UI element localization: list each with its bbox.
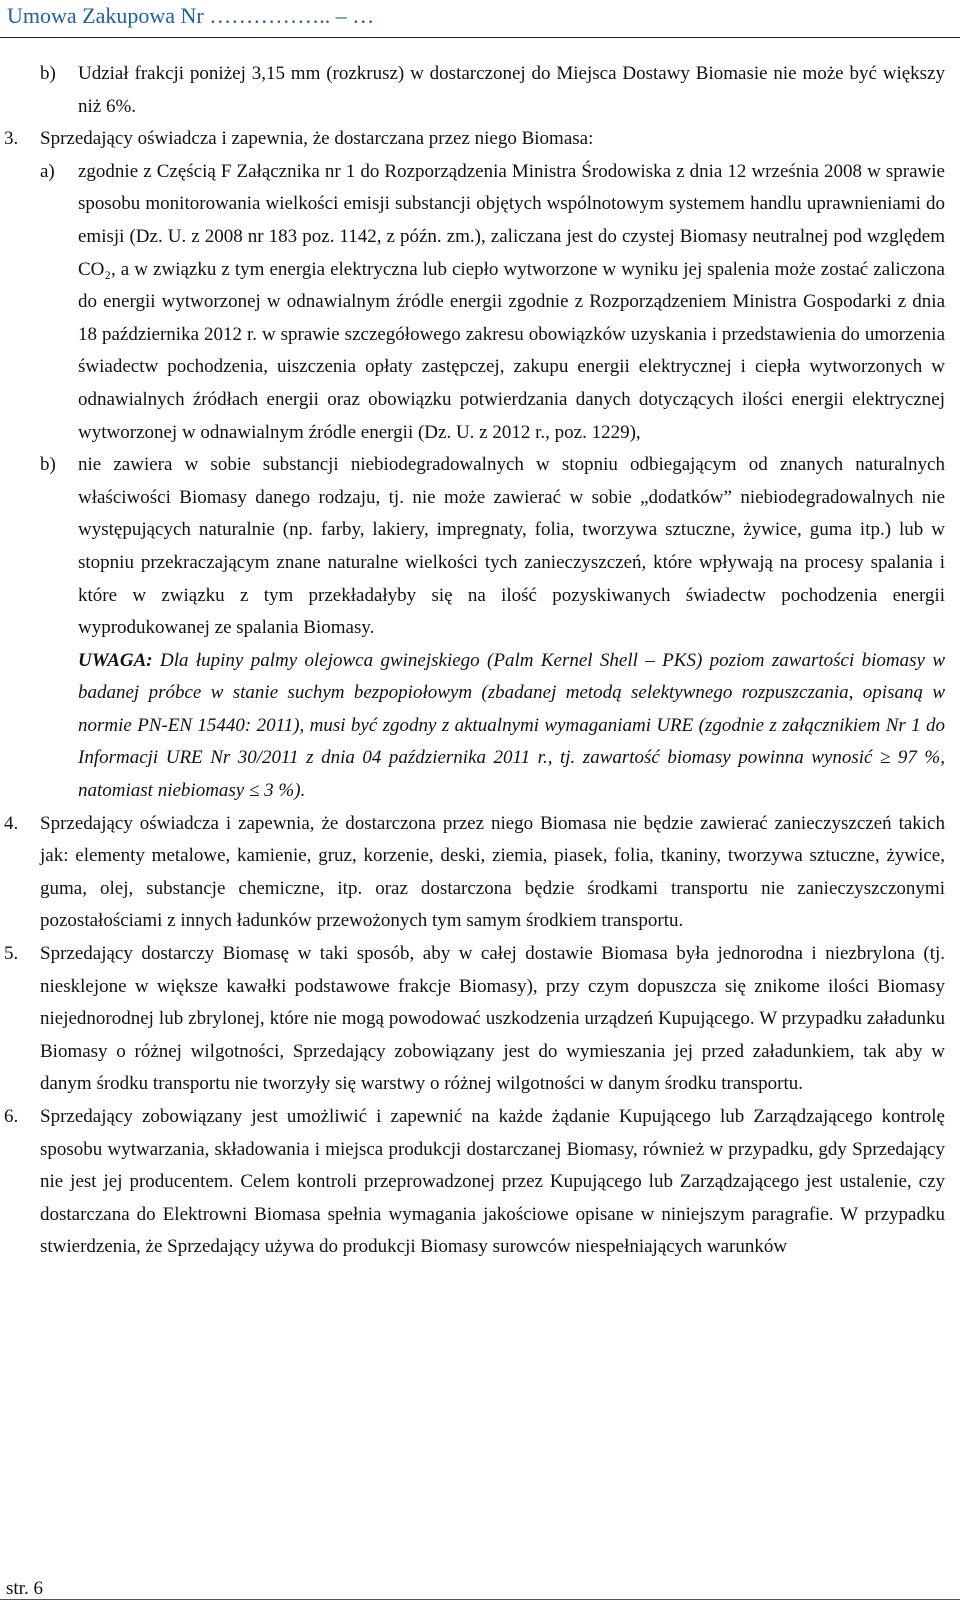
list-item bbox=[0, 58, 945, 123]
list-item-text: Sprzedający zobowiązany jest umożliwić i zapewnić na każde żądanie Kupującego lub Zarządzającego kontrolę sposobu wytwarzania, składowania i miejsca produkcji dostarczanej Biomasy, również w przypadku, gdy Sprzedający nie jest jej producentem. Celem kontroli przeprowadzonej przez Kupującego lub Zarządzającego jest ustalenie, czy dostarczana do Elektrowni Biomasa spełnia wymagania jakościowe opisane w niniejszym paragrafie. W przypadku stwierdzenia, że Sprzedający używa do produkcji Biomasy surowców niespełniających warunków bbox=[40, 1106, 945, 1258]
list-item-text: Sprzedający oświadcza i zapewnia, że dostarczona przez niego Biomasa nie będzie zawierać zanieczyszczeń takich jak: elementy metalowe, kamienie, gruz, korzenie, deski, ziemia, piasek, folia, tkaniny, tworzywa sztuczne, żywice, guma, olej, substancje chemiczne, itp. oraz dostarczona będzie środkami transportu nie zanieczyszczonymi pozostałościami z innych ładunków przewożonych tym samym środkiem transportu. bbox=[40, 812, 945, 932]
list-item bbox=[0, 938, 945, 1101]
list-marker: 6. bbox=[4, 1106, 19, 1127]
footer-divider bbox=[0, 1599, 960, 1600]
note-body: Dla łupiny palmy olejowca gwinejskiego (Palm Kernel Shell – PKS) poziom zawartości biomasy w badanej próbce w stanie suchym bezpopiołowym (zbadanej metodą selektywnego rozpuszczania, opisaną w normie PN-EN 15440: 2011), musi być zgodny z aktualnymi wymaganiami URE (zgodnie z załącznikiem Nr 1 do Informacji URE Nr 30/2011 z dnia 04 października 2011 r., tj. zawartość biomasy powinna wynosić ≥ 97 %, natomiast niebiomasy ≤ 3 %). bbox=[78, 649, 945, 802]
list-marker: b) bbox=[40, 63, 56, 84]
list-item bbox=[0, 1101, 945, 1264]
note-label: UWAGA: bbox=[78, 649, 153, 671]
page-number: str. 6 bbox=[6, 1578, 43, 1599]
document-header-title: Umowa Zakupowa Nr …………….. – … bbox=[7, 3, 375, 28]
list-item bbox=[0, 123, 945, 156]
list-item-text: zgodnie z Częścią F Załącznika nr 1 do Rozporządzenia Ministra Środowiska z dnia 12 września 2008 w sprawie sposobu monitorowania wielkości emisji substancji objętych wspólnotowym systemem handlu uprawnieniami do emisji (Dz. U. z 2008 nr 183 poz. 1142, z późn. zm.), zaliczana jest do czystej Biomasy neutralnej pod względem CO₂, a w związku z tym energia elektryczna lub ciepło wytworzone w wyniku jej spalenia może zostać zaliczona do energii wytworzonej w odnawialnym źródle energii zgodnie z Rozporządzeniem Ministra Gospodarki z dnia 18 października 2012 r. w sprawie szczegółowego zakresu obowiązków uzyskania i przedstawienia do umorzenia świadectw pochodzenia, uiszczenia opłaty zastępczej, zakupu energii elektrycznej i ciepła wytworzonych w odnawialnych źródłach energii oraz obowiązku potwierdzania danych dotyczących ilości energii elektrycznej wytworzonej w odnawialnym źródle energii (Dz. U. z 2012 r., poz. 1229), bbox=[78, 160, 945, 443]
document-body bbox=[0, 58, 945, 1264]
list-item-text: Udział frakcji poniżej 3,15 mm (rozkrusz) w dostarczonej do Miejsca Dostawy Biomasie nie może być większy niż 6%. bbox=[78, 63, 945, 117]
list-item bbox=[0, 449, 945, 645]
list-item-text: nie zawiera w sobie substancji niebiodegradowalnych w stopniu odbiegającym od znanych naturalnych właściwości Biomasy danego rodzaju, tj. nie może zawierać w sobie „dodatków” niebiodegradowalnych nie występujących naturalnie (np. farby, lakiery, impregnaty, folia, tworzywa sztuczne, żywice, guma itp.) lub w stopniu przekraczającym znane naturalne wielkości tych zanieczyszczeń, które wpływają na procesy spalania i które w związku z tym przekładałyby się na ilość pozyskiwanych świadectw pochodzenia energii wyprodukowanej ze spalania Biomasy. bbox=[78, 454, 945, 639]
list-marker: b) bbox=[40, 454, 56, 476]
note-text bbox=[78, 645, 945, 808]
list-item bbox=[0, 156, 945, 449]
list-marker: 4. bbox=[4, 812, 19, 834]
list-marker: 5. bbox=[4, 943, 19, 965]
list-marker: a) bbox=[40, 160, 55, 182]
list-item bbox=[0, 808, 945, 938]
note-paragraph bbox=[0, 645, 945, 808]
header-divider bbox=[0, 37, 960, 38]
list-item-text: Sprzedający dostarczy Biomasę w taki sposób, aby w całej dostawie Biomasa była jednorodna i niezbrylona (tj. niesklejone w większe kawałki podstawowe frakcje Biomasy), przy czym dopuszcza się znikome ilości Biomasy niejednorodnej lub zbrylonej, które nie mogą powodować uszkodzenia urządzeń Kupującego. W przypadku załadunku Biomasy o różnej wilgotności, Sprzedający zobowiązany jest do wymieszania jej przed załadunkiem, tak aby w danym środku transportu nie tworzyły się warstwy o różnej wilgotności w danym środku transportu. bbox=[40, 943, 945, 1095]
list-marker: 3. bbox=[4, 128, 19, 150]
list-item-text: Sprzedający oświadcza i zapewnia, że dostarczana przez niego Biomasa: bbox=[40, 128, 594, 150]
